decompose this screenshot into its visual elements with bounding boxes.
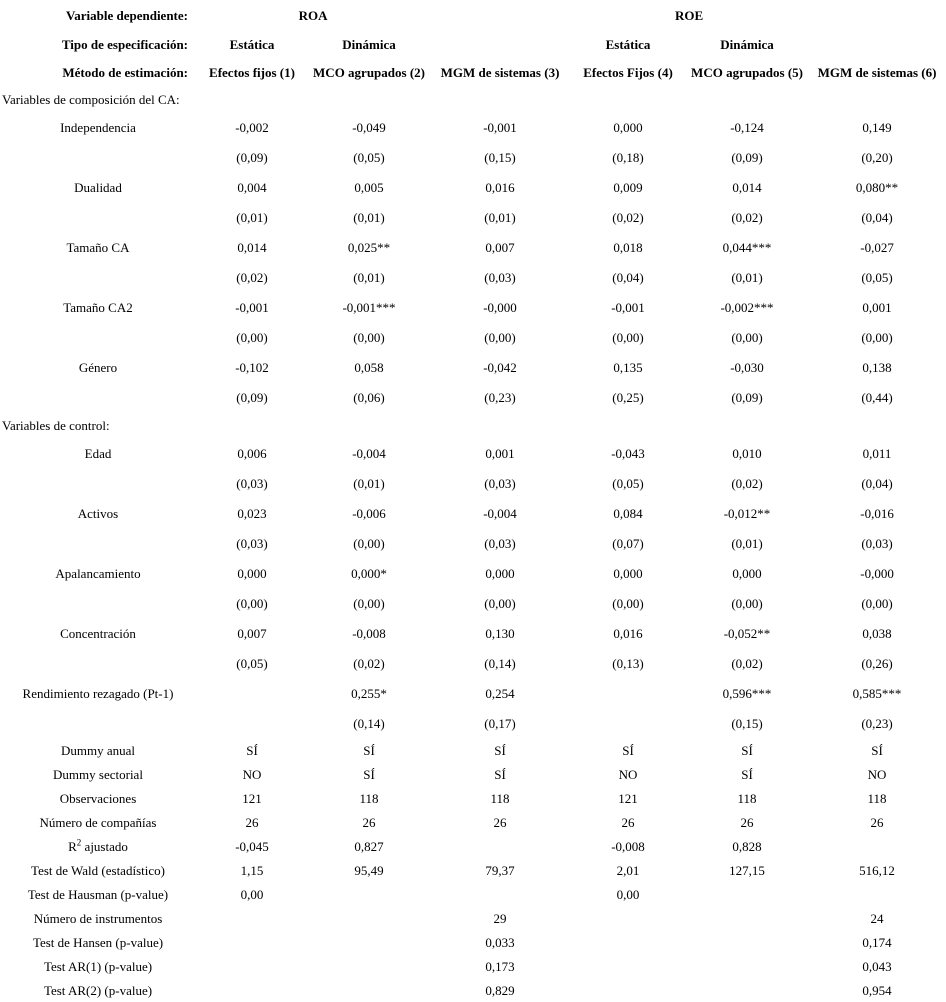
row-value: 0,585*** <box>852 685 902 701</box>
row-label: Tamaño CA2 <box>63 299 133 315</box>
row-stderr: (0,03) <box>861 535 893 551</box>
section-label-control: Variables de control: <box>2 417 110 433</box>
row-value: 0,006 <box>237 445 267 461</box>
row-stderr: (0,03) <box>484 475 516 491</box>
stat-value: 2,01 <box>616 862 640 878</box>
row-stderr <box>196 708 308 738</box>
row-stderr: (0,23) <box>861 715 893 731</box>
stat-label: Dummy sectorial <box>53 766 143 782</box>
section-header-composition <box>0 86 946 112</box>
row-label-empty <box>0 142 196 172</box>
row-stderr: (0,02) <box>731 209 763 225</box>
row-label: Concentración <box>60 625 136 641</box>
stat-value: 118 <box>737 790 757 806</box>
row-value: 0,135 <box>613 359 643 375</box>
stat-value: 26 <box>621 814 635 830</box>
table-row-stderr <box>0 382 946 412</box>
stat-value <box>308 882 430 906</box>
table-row-stderr <box>0 322 946 352</box>
stat-value: SÍ <box>363 766 375 782</box>
row-stderr: (0,00) <box>353 329 385 345</box>
row-stderr: (0,00) <box>236 329 268 345</box>
row-value: -0,008 <box>352 625 386 641</box>
row-stderr: (0,00) <box>731 329 763 345</box>
row-value: 0,016 <box>485 179 515 195</box>
row-value: -0,004 <box>352 445 386 461</box>
row-value: -0,052** <box>723 625 771 641</box>
stat-value: 26 <box>493 814 507 830</box>
stat-value: 0,174 <box>862 934 892 950</box>
row-value: 0,596*** <box>722 685 772 701</box>
stat-value: 26 <box>740 814 754 830</box>
row-value: 0,000 <box>237 565 267 581</box>
row-stderr: (0,05) <box>861 269 893 285</box>
row-stderr: (0,23) <box>484 389 516 405</box>
row-value: 0,016 <box>613 625 643 641</box>
table-row-stderr <box>0 528 946 558</box>
stat-value <box>570 954 686 978</box>
r2-prefix: R <box>68 838 77 854</box>
row-stderr: (0,15) <box>484 149 516 165</box>
table-row <box>0 112 946 142</box>
row-label-empty <box>0 528 196 558</box>
row-label-empty <box>0 588 196 618</box>
table-row-stat <box>0 834 946 858</box>
header-method-col-1: Efectos fijos (1) <box>209 64 295 80</box>
row-stderr: (0,00) <box>612 595 644 611</box>
row-value: -0,001 <box>235 299 269 315</box>
row-label-empty <box>0 708 196 738</box>
stat-label: Test de Hausman (p-value) <box>27 886 169 902</box>
row-label-empty <box>0 648 196 678</box>
stat-value: 118 <box>490 790 510 806</box>
stat-value: SÍ <box>622 742 634 758</box>
stat-value <box>196 954 308 978</box>
row-stderr: (0,25) <box>612 389 644 405</box>
row-stderr: (0,01) <box>731 535 763 551</box>
stat-value: 26 <box>870 814 884 830</box>
row-value: 0,038 <box>862 625 892 641</box>
row-value: 0,001 <box>862 299 892 315</box>
row-value: 0,084 <box>613 505 643 521</box>
row-stderr: (0,01) <box>236 209 268 225</box>
stat-value <box>308 930 430 954</box>
stat-label: Número de compañías <box>39 814 157 830</box>
row-value: 0,000 <box>613 565 643 581</box>
row-stderr: (0,05) <box>612 475 644 491</box>
header-spacer-1 <box>430 0 570 30</box>
stat-value: 26 <box>245 814 259 830</box>
row-value: 0,130 <box>485 625 515 641</box>
row-label-empty <box>0 322 196 352</box>
stat-value <box>430 834 570 858</box>
header-spec-col-3 <box>430 30 570 58</box>
header-method-col-2: MCO agrupados (2) <box>313 64 425 80</box>
row-label: Activos <box>77 505 119 521</box>
row-value: 0,004 <box>237 179 267 195</box>
row-value: 0,011 <box>862 445 892 461</box>
stat-value <box>686 930 808 954</box>
header-method-col-6: MGM de sistemas (6) <box>817 64 937 80</box>
row-stderr: (0,14) <box>484 655 516 671</box>
stat-label: Dummy anual <box>60 742 135 758</box>
r2-suffix: ajustado <box>81 838 128 854</box>
row-value: -0,043 <box>611 445 645 461</box>
row-stderr: (0,04) <box>861 475 893 491</box>
row-label: Género <box>78 359 118 375</box>
stat-value <box>570 930 686 954</box>
row-label: Tamaño CA <box>66 239 130 255</box>
row-value: -0,006 <box>352 505 386 521</box>
table-row <box>0 232 946 262</box>
row-value: 0,000 <box>613 119 643 135</box>
stat-label: Test de Hansen (p-value) <box>32 934 164 950</box>
row-stderr: (0,00) <box>484 329 516 345</box>
row-value: -0,042 <box>483 359 517 375</box>
row-stderr: (0,03) <box>236 475 268 491</box>
row-stderr: (0,14) <box>353 715 385 731</box>
table-row-stderr <box>0 588 946 618</box>
header-label-specification-type: Tipo de especificación: <box>61 36 188 52</box>
row-stderr: (0,02) <box>353 655 385 671</box>
row-label-empty <box>0 382 196 412</box>
stat-value: 0,00 <box>240 886 264 902</box>
stat-value: 0,828 <box>732 838 762 854</box>
row-value: -0,030 <box>730 359 764 375</box>
row-value: 0,018 <box>613 239 643 255</box>
row-value <box>570 678 686 708</box>
row-stderr: (0,00) <box>861 595 893 611</box>
section-label-composition: Variables de composición del CA: <box>2 91 180 107</box>
row-stderr: (0,04) <box>861 209 893 225</box>
stat-value: 118 <box>867 790 887 806</box>
r2-superscript: 2 <box>76 837 82 848</box>
row-stderr: (0,03) <box>236 535 268 551</box>
row-value: 0,025** <box>347 239 391 255</box>
table-row-stat <box>0 930 946 954</box>
row-value: 0,005 <box>354 179 384 195</box>
stat-value <box>686 882 808 906</box>
row-value: -0,102 <box>235 359 269 375</box>
row-value: 0,000 <box>485 565 515 581</box>
stat-value: SÍ <box>363 742 375 758</box>
header-method-col-4: Efectos Fijos (4) <box>583 64 673 80</box>
table-row-stat <box>0 786 946 810</box>
stat-value: SÍ <box>494 742 506 758</box>
stat-value <box>570 906 686 930</box>
row-value: 0,058 <box>354 359 384 375</box>
header-spec-col-6 <box>808 30 946 58</box>
row-value: 0,254 <box>485 685 515 701</box>
stat-value <box>686 954 808 978</box>
table-row-stderr <box>0 468 946 498</box>
row-value: 0,023 <box>237 505 267 521</box>
row-stderr: (0,00) <box>612 329 644 345</box>
row-value: -0,000 <box>860 565 894 581</box>
row-stderr: (0,05) <box>236 655 268 671</box>
section-header-control <box>0 412 946 438</box>
stat-value: 26 <box>362 814 376 830</box>
row-stderr: (0,01) <box>484 209 516 225</box>
row-stderr: (0,03) <box>484 535 516 551</box>
header-group-roe: ROE <box>674 7 704 23</box>
header-spacer-2 <box>808 0 946 30</box>
row-stderr: (0,00) <box>353 595 385 611</box>
stat-value: 0,173 <box>485 958 515 974</box>
row-value: -0,049 <box>352 119 386 135</box>
row-value: 0,080** <box>855 179 899 195</box>
stat-value <box>686 906 808 930</box>
row-value <box>196 678 308 708</box>
header-label-estimation-method: Método de estimación: <box>62 64 188 80</box>
stat-value <box>808 834 946 858</box>
row-label: Edad <box>84 445 112 461</box>
table-row-stat <box>0 738 946 762</box>
row-value: 0,007 <box>485 239 515 255</box>
stat-value <box>308 906 430 930</box>
row-value: -0,001*** <box>342 299 396 315</box>
row-value: 0,009 <box>613 179 643 195</box>
row-stderr: (0,06) <box>353 389 385 405</box>
row-value: -0,012** <box>723 505 771 521</box>
row-stderr: (0,02) <box>731 475 763 491</box>
row-value: -0,001 <box>483 119 517 135</box>
row-stderr: (0,09) <box>731 389 763 405</box>
row-label-empty <box>0 262 196 292</box>
stat-value: -0,045 <box>235 838 269 854</box>
row-value: 0,010 <box>732 445 762 461</box>
row-value: -0,002 <box>235 119 269 135</box>
row-value: 0,255* <box>351 685 387 701</box>
row-value: -0,124 <box>730 119 764 135</box>
table-row-stat <box>0 906 946 930</box>
row-stderr: (0,09) <box>731 149 763 165</box>
stat-value: NO <box>618 766 638 782</box>
row-stderr: (0,01) <box>353 269 385 285</box>
stat-value: 95,49 <box>354 862 384 878</box>
row-stderr: (0,05) <box>353 149 385 165</box>
stat-value: 0,033 <box>485 934 515 950</box>
table-row <box>0 352 946 382</box>
stat-value: 1,15 <box>240 862 264 878</box>
row-stderr: (0,18) <box>612 149 644 165</box>
stat-value <box>196 906 308 930</box>
stat-value: 121 <box>618 790 638 806</box>
header-row-estimation-method <box>0 58 946 86</box>
table-row <box>0 498 946 528</box>
row-stderr <box>570 708 686 738</box>
header-row-dependent-variable <box>0 0 946 30</box>
row-value: 0,014 <box>732 179 762 195</box>
stat-value <box>308 978 430 1002</box>
row-value: 0,007 <box>237 625 267 641</box>
row-stderr: (0,20) <box>861 149 893 165</box>
row-value: -0,027 <box>860 239 894 255</box>
table-row-stat <box>0 762 946 786</box>
row-value: 0,044*** <box>722 239 772 255</box>
stat-value <box>196 978 308 1002</box>
row-stderr: (0,13) <box>612 655 644 671</box>
table-row <box>0 292 946 322</box>
row-stderr: (0,26) <box>861 655 893 671</box>
table-row <box>0 558 946 588</box>
stat-value: NO <box>242 766 262 782</box>
row-stderr: (0,00) <box>731 595 763 611</box>
stat-value: 127,15 <box>729 862 765 878</box>
stat-value: 24 <box>870 910 884 926</box>
row-stderr: (0,03) <box>484 269 516 285</box>
row-stderr: (0,09) <box>236 149 268 165</box>
row-stderr: (0,00) <box>236 595 268 611</box>
row-stderr: (0,01) <box>353 209 385 225</box>
stat-value <box>808 882 946 906</box>
row-stderr: (0,15) <box>731 715 763 731</box>
table-row-stat <box>0 810 946 834</box>
row-stderr: (0,02) <box>731 655 763 671</box>
stat-value: 0,829 <box>485 982 515 998</box>
stat-value: 29 <box>493 910 507 926</box>
row-value: 0,138 <box>862 359 892 375</box>
stat-value: 121 <box>242 790 262 806</box>
table-row <box>0 618 946 648</box>
header-spec-col-2: Dinámica <box>342 36 396 52</box>
row-value: -0,016 <box>860 505 894 521</box>
table-row-stat <box>0 954 946 978</box>
stat-value: SÍ <box>741 742 753 758</box>
row-stderr: (0,02) <box>236 269 268 285</box>
stat-value: SÍ <box>494 766 506 782</box>
row-stderr: (0,00) <box>484 595 516 611</box>
header-label-dependent-variable: Variable dependiente: <box>66 7 188 23</box>
stat-value <box>196 930 308 954</box>
row-value: 0,000* <box>351 565 387 581</box>
row-value: -0,000 <box>483 299 517 315</box>
row-stderr: (0,01) <box>353 475 385 491</box>
table-row-stat <box>0 882 946 906</box>
row-label-empty <box>0 468 196 498</box>
row-stderr: (0,17) <box>484 715 516 731</box>
header-spec-col-5: Dinámica <box>720 36 774 52</box>
stat-value: 0,827 <box>354 838 384 854</box>
table-row <box>0 678 946 708</box>
row-label: Apalancamiento <box>55 565 141 581</box>
header-group-roa: ROA <box>298 7 328 23</box>
table-row-stderr <box>0 708 946 738</box>
stat-value <box>570 978 686 1002</box>
stat-value: 0,954 <box>862 982 892 998</box>
row-value: 0,001 <box>485 445 515 461</box>
stat-value: 118 <box>359 790 379 806</box>
row-label: Independencia <box>60 119 136 135</box>
stat-value: -0,008 <box>611 838 645 854</box>
stat-value: 516,12 <box>859 862 895 878</box>
stat-value <box>430 882 570 906</box>
table-row-stat <box>0 978 946 1002</box>
table-row-stderr <box>0 262 946 292</box>
row-stderr: (0,01) <box>731 269 763 285</box>
stat-value: NO <box>867 766 887 782</box>
stat-value: SÍ <box>871 742 883 758</box>
stat-value: 79,37 <box>485 862 515 878</box>
stat-label-r2 <box>0 834 196 858</box>
row-stderr: (0,09) <box>236 389 268 405</box>
stat-label: Observaciones <box>59 790 137 806</box>
row-stderr: (0,04) <box>612 269 644 285</box>
row-value: -0,002*** <box>720 299 774 315</box>
row-label: Dualidad <box>74 179 122 195</box>
header-method-col-3: MGM de sistemas (3) <box>440 64 560 80</box>
table-row-stderr <box>0 142 946 172</box>
row-value: 0,000 <box>732 565 762 581</box>
row-stderr: (0,02) <box>612 209 644 225</box>
row-value: -0,004 <box>483 505 517 521</box>
stat-label: Test de Wald (estadístico) <box>31 862 165 878</box>
stat-value <box>686 978 808 1002</box>
row-stderr: (0,07) <box>612 535 644 551</box>
stat-label: Test AR(1) (p-value) <box>43 958 153 974</box>
table-row <box>0 172 946 202</box>
row-value: -0,001 <box>611 299 645 315</box>
stat-value: 0,043 <box>862 958 892 974</box>
row-stderr: (0,00) <box>353 535 385 551</box>
stat-label: Test AR(2) (p-value) <box>43 982 153 998</box>
row-label: Rendimiento rezagado (Pt-1) <box>22 685 174 701</box>
header-spec-col-1: Estática <box>229 36 275 52</box>
row-label-empty <box>0 202 196 232</box>
header-spec-col-4: Estática <box>605 36 651 52</box>
stat-label: Número de instrumentos <box>33 910 163 926</box>
table-row-stderr <box>0 648 946 678</box>
table-row <box>0 438 946 468</box>
header-row-specification-type <box>0 30 946 58</box>
row-value: 0,014 <box>237 239 267 255</box>
stat-value: 0,00 <box>616 886 640 902</box>
header-method-col-5: MCO agrupados (5) <box>691 64 803 80</box>
table-row-stat <box>0 858 946 882</box>
stat-value: SÍ <box>741 766 753 782</box>
table-row-stderr <box>0 202 946 232</box>
row-value: 0,149 <box>862 119 892 135</box>
row-stderr: (0,44) <box>861 389 893 405</box>
stat-value <box>308 954 430 978</box>
row-stderr: (0,00) <box>861 329 893 345</box>
stat-value: SÍ <box>246 742 258 758</box>
